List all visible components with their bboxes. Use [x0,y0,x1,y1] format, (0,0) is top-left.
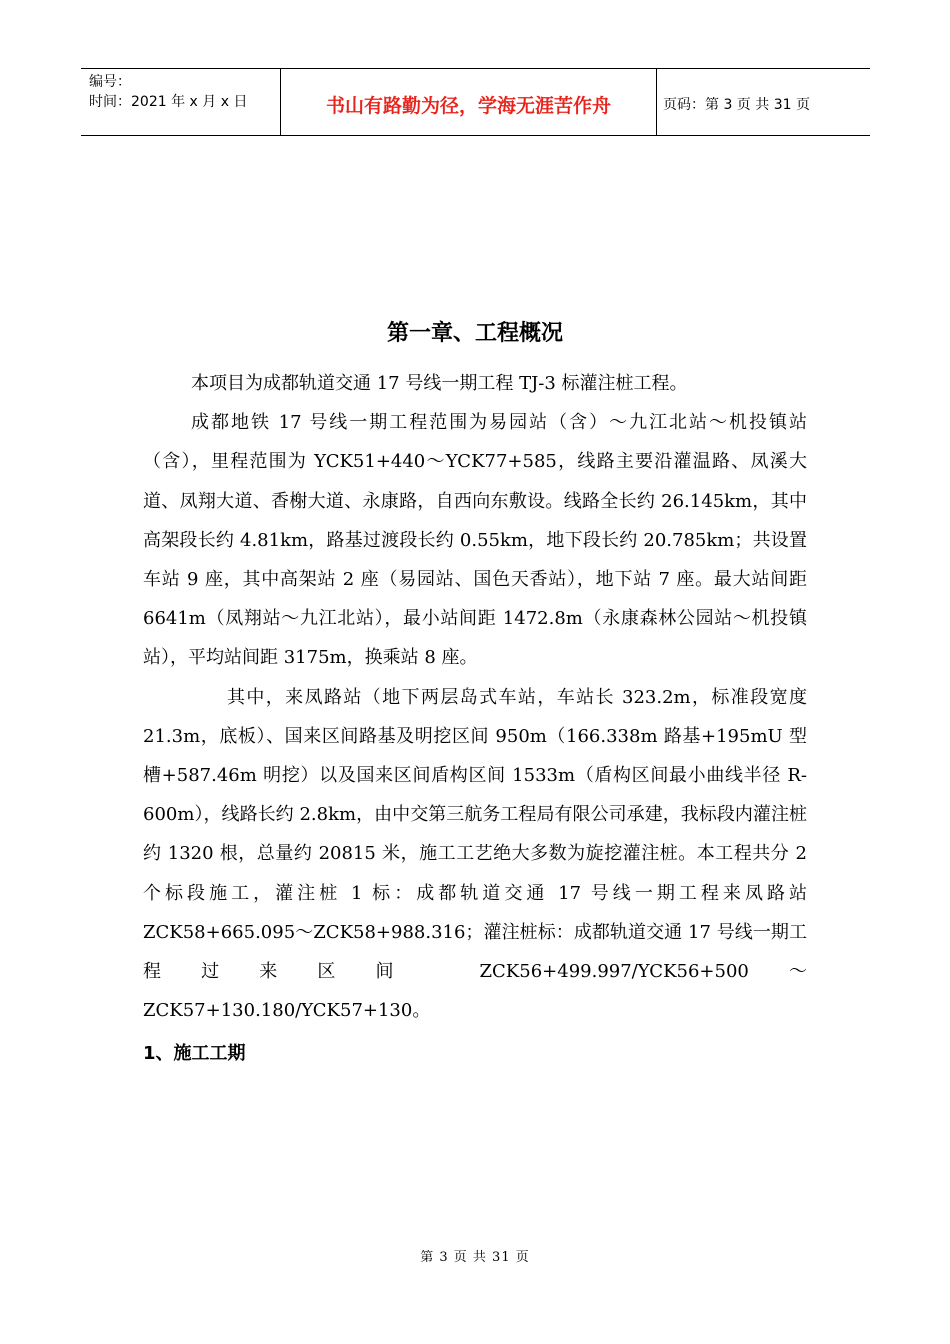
date-label: 时间：2021 年 x 月 x 日 [89,94,248,110]
header-table [81,68,870,136]
paragraph-1: 本项目为成都轨道交通 17 号线一期工程 TJ-3 标灌注桩工程。 [191,373,688,394]
section-heading: 1、施工工期 [143,1043,246,1065]
page-info: 页码：第 3 页 共 31 页 [663,96,810,113]
header-meta-cell [81,69,281,135]
paragraph-2: 成都地铁 17 号线一期工程范围为易园站（含）～九江北站～机投镇站（含），里程范围为 YCK51+440～YCK77+585，线路主要沿灌温路、凤溪大道、凤翔大道、香榭大道、永康路，自西向东敷设。线路全长约 26.145km，其中高架段长约 4.81km，路基过渡段长约 0.55km，地下段长约 20.785km；共设置车站 9 座，其中高架站 2 座（易园站、国色天香站），地下站 7 座。最大站间距 6641m（凤翔站～九江北站），最小站间距 1472.8m（永康森林公园站～机投镇站），平均站间距 3175m，换乘站 8 座。 [143,412,807,669]
document-body [143,364,807,1074]
page-footer: 第 3 页 共 31 页 [420,1250,530,1265]
motto-text: 书山有路勤为径，学海无涯苦作舟 [325,94,611,117]
chapter-title: 第一章、工程概况 [386,321,563,346]
header-page-cell [657,69,870,135]
paragraph-3: 其中，来凤路站（地下两层岛式车站，车站长 323.2m，标准段宽度 21.3m，底板）、国来区间路基及明挖区间 950m（166.338m 路基+195mU 型槽+587.46m 明挖）以及国来区间盾构区间 1533m（盾构区间最小曲线半径 R-600m），线路长约 2.8km，由中交第三航务工程局有限公司承建，我标段内灌注桩约 1320 根，总量约 20815 米，施工工艺绝大多数为旋挖灌注桩。本工程共分 2 个标段施工，灌注桩 1 标：成都轨道交通 17 号线一期工程来凤路站 ZCK58+665.095～ZCK58+988.316；灌注桩标：成都轨道交通 17 号线一期工程过来区间 ZCK56+499.997/YCK56+500～ZCK57+130.180/YCK57+130。 [143,686,807,1022]
code-label: 编号： [89,74,131,90]
header-motto-cell [281,69,657,135]
